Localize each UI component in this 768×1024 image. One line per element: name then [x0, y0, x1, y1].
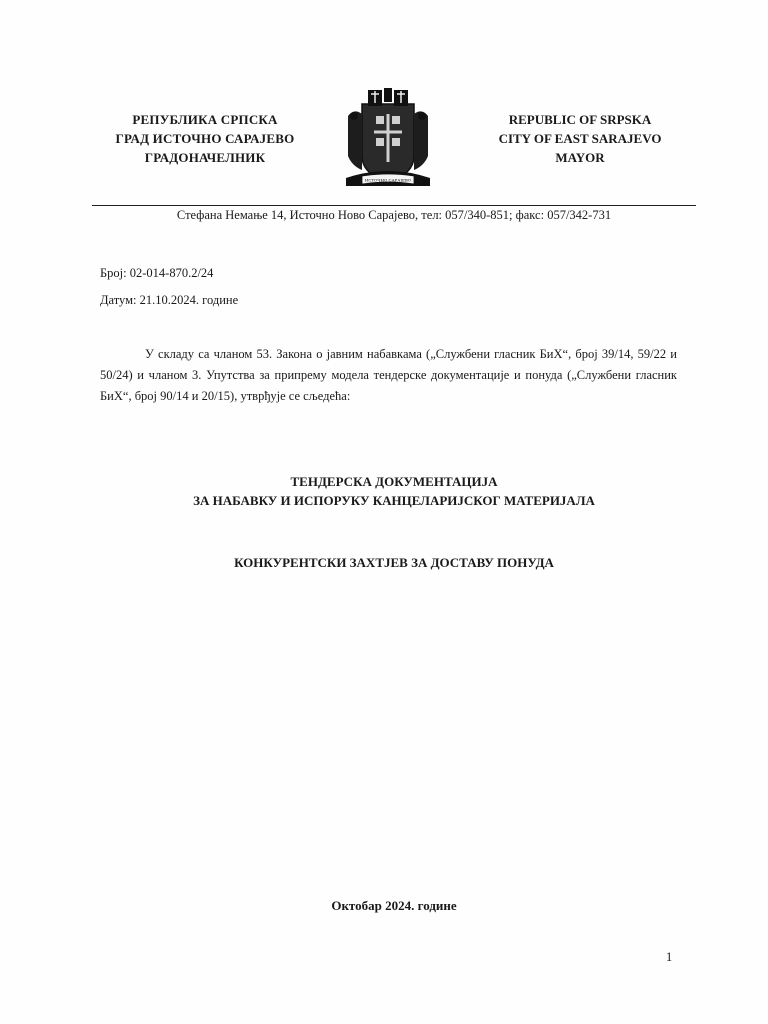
document-title [92, 472, 696, 510]
header-english [480, 110, 680, 167]
header-serbian [100, 110, 310, 167]
footer-date: Октобар 2024. године [331, 898, 457, 913]
body-paragraph: У складу са чланом 53. Закона о јавним набавкама („Службени гласник БиХ“, број 39/14, 59/22 и 50/24) и чланом 3. Упутства за припрему модела тендерске документације и понуда („Службени гласник БиХ“, број 90/14 и 20/15), утврђује се сљедећа: [100, 347, 677, 403]
document-date: Датум: 21.10.2024. године [100, 293, 239, 307]
document-subtitle: КОНКУРЕНТСКИ ЗАХТЈЕВ ЗА ДОСТАВУ ПОНУДА [234, 555, 554, 570]
header-left-line-3: ГРАДОНАЧЕЛНИК [144, 150, 266, 165]
svg-text:ИСТОЧНО САРАЈЕВО: ИСТОЧНО САРАЈЕВО [364, 177, 412, 183]
document-number: Број: 02-014-870.2/24 [100, 266, 214, 280]
header-left-line-2: ГРАД ИСТОЧНО САРАЈЕВО [115, 131, 295, 146]
header-right-line-3: MAYOR [555, 150, 605, 165]
page-number: 1 [666, 950, 673, 964]
header-divider [92, 205, 696, 206]
coat-of-arms-icon [340, 86, 436, 190]
address-line: Стефана Немање 14, Источно Ново Сарајево, тел: 057/340-851; факс: 057/342-731 [176, 208, 612, 222]
header-left-line-1: РЕПУБЛИКА СРПСКА [132, 112, 278, 127]
title-line-2: ЗА НАБАВКУ И ИСПОРУКУ КАНЦЕЛАРИЈСКОГ МАТЕРИЈАЛА [193, 493, 595, 508]
header-right-line-1: REPUBLIC OF SRPSKA [508, 112, 652, 127]
title-line-1: ТЕНДЕРСКА ДОКУМЕНТАЦИЈА [290, 474, 498, 489]
header-right-line-2: CITY OF EAST SARAJEVO [498, 131, 662, 146]
